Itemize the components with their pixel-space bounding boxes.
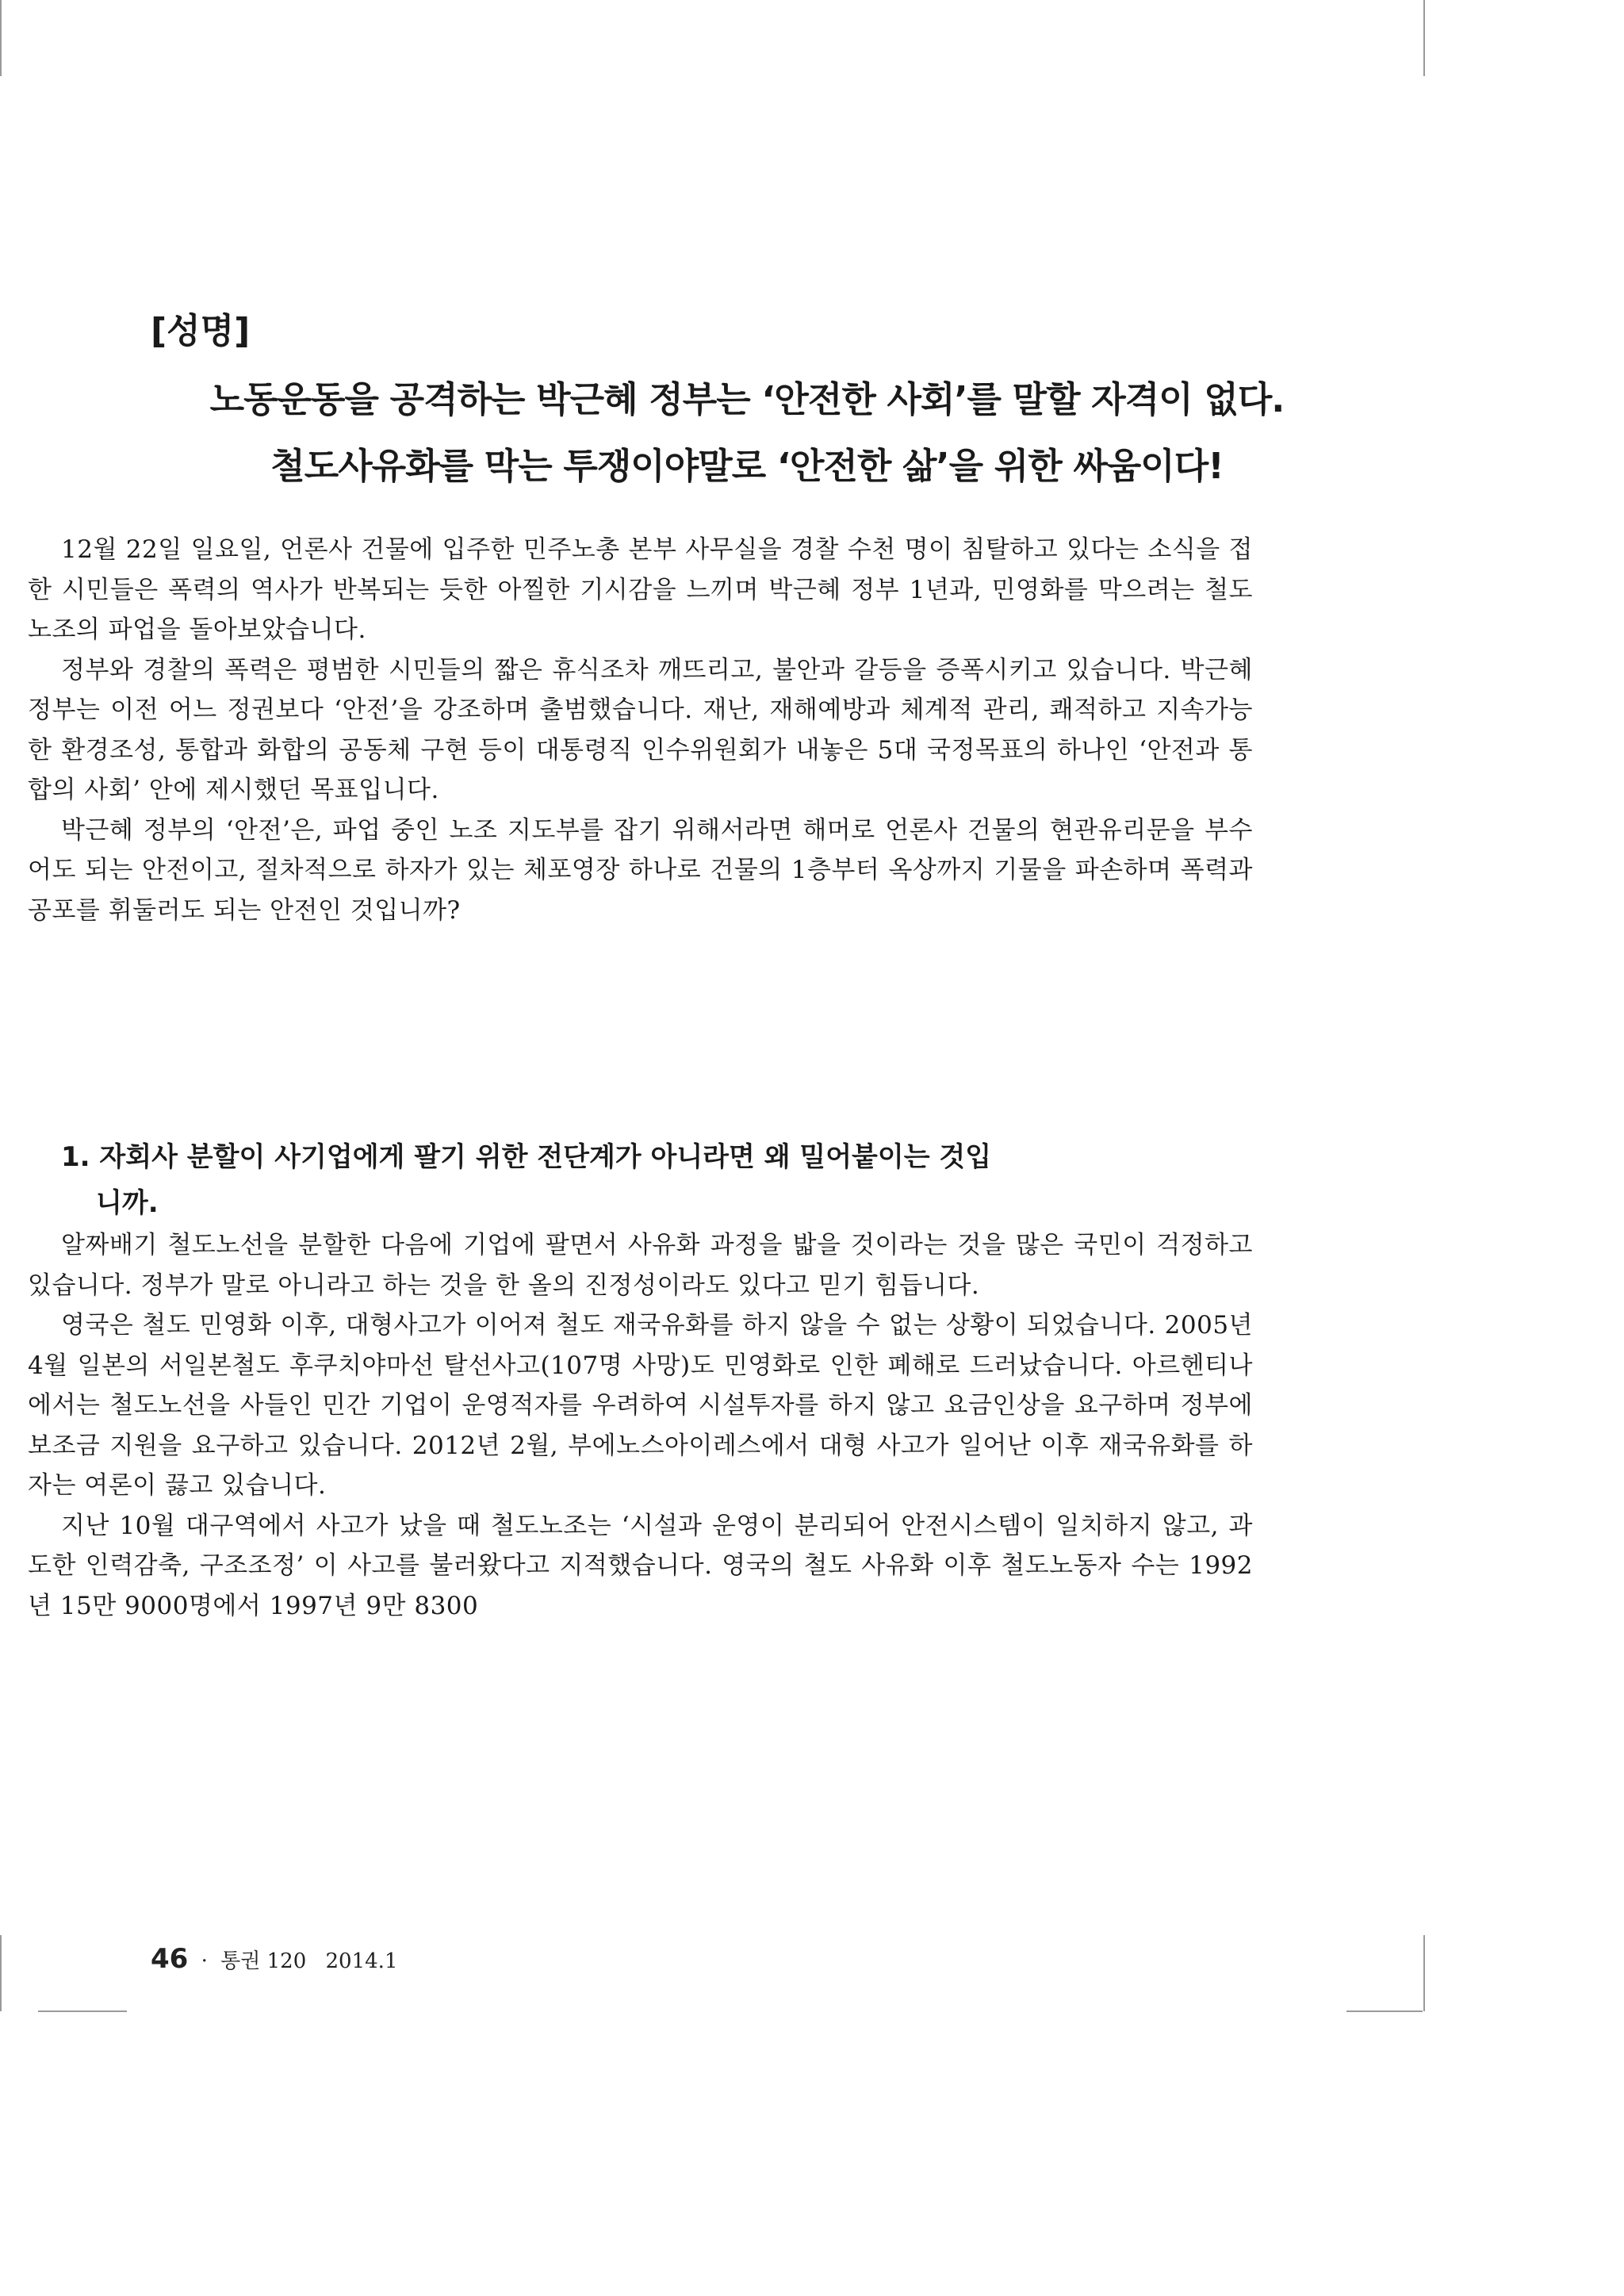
footer-separator: ·: [201, 1949, 208, 1973]
paragraph: 12월 22일 일요일, 언론사 건물에 입주한 민주노총 본부 사무실을 경찰 수천 명이 침탈하고 있다는 소식을 접한 시민들은 폭력의 역사가 반복되는 듯한 아찔한 기시감을 느끼며 박근혜 정부 1년과, 민영화를 막으려는 철도노조의 파업을 돌아보았습니다.: [28, 535, 1253, 644]
section-1-heading: [28, 1134, 1253, 1226]
crop-mark-bottom-left: [0, 1935, 2, 2011]
paragraph: 정부와 경찰의 폭력은 평범한 시민들의 짧은 휴식조차 깨뜨리고, 불안과 갈등을 증폭시키고 있습니다. 박근혜 정부는 이전 어느 정권보다 ‘안전’을 강조하며 출범했습니다. 재난, 재해예방과 체계적 관리, 쾌적하고 지속가능한 환경조성, 통합과 화합의 공동체 구현 등이 대통령직 인수위원회가 내놓은 5대 국정목표의 하나인 ‘안전과 통합의 사회’ 안에 제시했던 목표입니다.: [28, 655, 1253, 804]
crop-mark-bottom-right: [1423, 1935, 1425, 2011]
section-1-heading-line-1: 자회사 분할이 사기업에게 팔기 위한 전단계가 아니라면 왜 밀어붙이는 것입: [99, 1141, 992, 1173]
crop-mark-top-right: [1423, 0, 1425, 76]
footer-issue: 통권 120: [220, 1949, 307, 1973]
paragraph: 영국은 철도 민영화 이후, 대형사고가 이어져 철도 재국유화를 하지 않을 수 없는 상황이 되었습니다. 2005년 4월 일본의 서일본철도 후쿠치야마선 탈선사고(107명 사망)도 민영화로 인한 폐해로 드러났습니다. 아르헨티나에서는 철도노선을 사들인 민간 기업이 운영적자를 우려하여 시설투자를 하지 않고 요금인상을 요구하며 정부에 보조금 지원을 요구하고 있습니다. 2012년 2월, 부에노스아이레스에서 대형 사고가 일어난 이후 재국유화를 하자는 여론이 끓고 있습니다.: [28, 1311, 1253, 1500]
paragraph: 박근혜 정부의 ‘안전’은, 파업 중인 노조 지도부를 잡기 위해서라면 해머로 언론사 건물의 현관유리문을 부수어도 되는 안전이고, 절차적으로 하자가 있는 체포영장 하나로 건물의 1층부터 옥상까지 기물을 파손하며 폭력과 공포를 휘둘러도 되는 안전인 것입니까?: [28, 815, 1253, 925]
section-1-heading-line-2: 니까.: [96, 1187, 159, 1219]
title-line-2: 철도사유화를 막는 투쟁이야말로 ‘안전한 삶’을 위한 싸움이다!: [270, 445, 1224, 487]
section-1-number: 1.: [61, 1141, 90, 1173]
crop-mark-bottom-right-h: [1346, 2010, 1423, 2012]
intro-section: [28, 530, 1253, 930]
page-footer: [151, 1943, 398, 1977]
statement-label: [성명]: [151, 311, 251, 351]
paragraph: 지난 10월 대구역에서 사고가 났을 때 철도노조는 ‘시설과 운영이 분리되어 안전시스템이 일치하지 않고, 과도한 인력감축, 구조조정’ 이 사고를 불러왔다고 지적했습니다. 영국의 철도 사유화 이후 철도노동자 수는 1992년 15만 9000명에서 1997년 9만 8300: [28, 1511, 1253, 1620]
document-title: [165, 366, 1329, 500]
page-number: 46: [151, 1943, 189, 1975]
crop-mark-top-left: [0, 0, 2, 76]
section-1-body: [28, 1225, 1253, 1626]
paragraph: 알짜배기 철도노선을 분할한 다음에 기업에 팔면서 사유화 과정을 밟을 것이라는 것을 많은 국민이 걱정하고 있습니다. 정부가 말로 아니라고 하는 것을 한 올의 진정성이라도 있다고 믿기 힘듭니다.: [28, 1231, 1253, 1300]
footer-date: 2014.1: [325, 1949, 398, 1973]
title-line-1: 노동운동을 공격하는 박근혜 정부는 ‘안전한 사회’를 말할 자격이 없다.: [209, 378, 1285, 420]
crop-mark-bottom-left-h: [38, 2010, 127, 2012]
